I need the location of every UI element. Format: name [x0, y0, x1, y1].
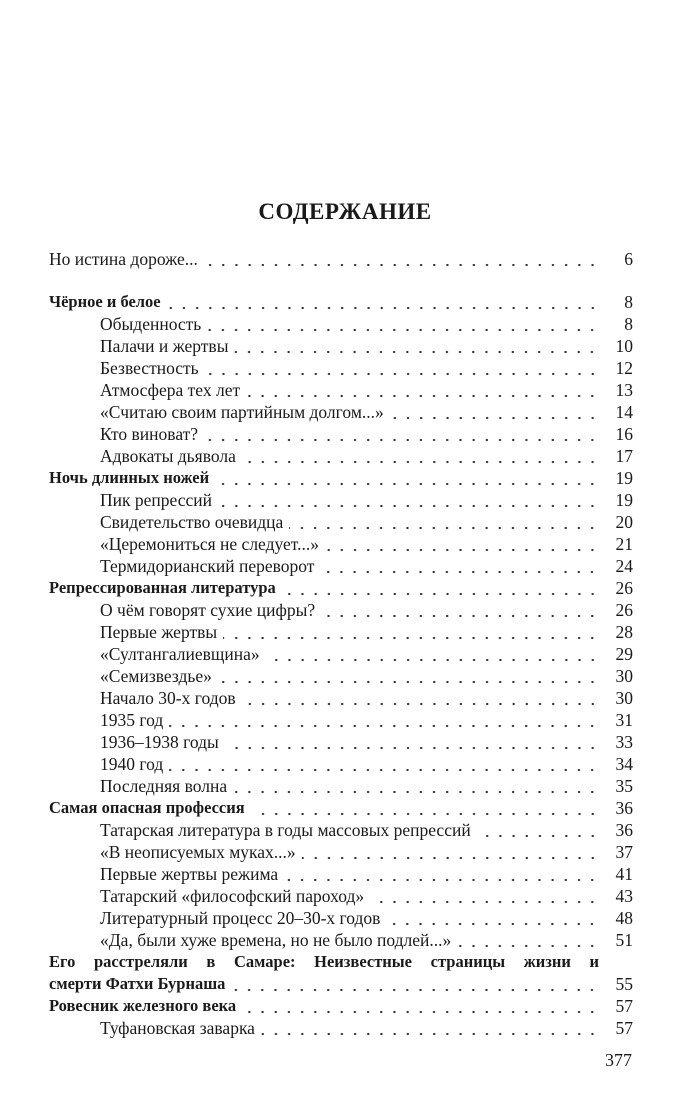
dot-leader: [370, 885, 599, 907]
toc-entry-page: 48: [615, 908, 633, 928]
dot-leader: [204, 248, 599, 270]
dot-leader: [390, 401, 599, 423]
toc-entry-page: 14: [615, 402, 633, 422]
toc-entry-title: Атмосфера тех лет: [100, 380, 241, 400]
toc-entry-title: Чёрное и белое: [49, 292, 161, 311]
toc-entry[interactable]: [49, 467, 633, 489]
dot-leader: [261, 1017, 599, 1039]
toc-entry-title: Кто виноват?: [100, 424, 199, 444]
toc-entry[interactable]: [49, 313, 633, 335]
dot-leader: [302, 841, 599, 863]
toc-entry[interactable]: [49, 731, 633, 753]
toc-entry-title: Начало 30-х годов: [100, 688, 236, 708]
toc-entry-page: 43: [615, 886, 633, 906]
toc-entry-title: О чём говорят сухие цифры?: [100, 600, 316, 620]
dot-leader: [207, 313, 599, 335]
toc-entry-title: «В неописуемых муках...»: [100, 842, 296, 862]
dot-leader: [204, 423, 599, 445]
toc-entry-title: «Считаю своим партийным долгом...»: [100, 402, 384, 422]
toc-entry-page: 10: [615, 336, 633, 356]
toc-entry[interactable]: [49, 973, 633, 995]
toc-entry-page: 20: [615, 512, 633, 532]
toc-entry-title: Татарская литература в годы массовых репрессий: [100, 820, 471, 840]
dot-leader: [320, 555, 599, 577]
toc-entry[interactable]: [49, 775, 633, 797]
toc-entry-title: «Церемониться не следует...»: [100, 534, 319, 554]
toc-entry-title: Ночь длинных ножей: [49, 468, 210, 487]
toc-entry-title: Пик репрессий: [100, 490, 212, 510]
toc-entry-title: Обыденность: [100, 314, 202, 334]
toc-entry-title: Его расстреляли в Самаре: Неизвестные страницы жизни и: [49, 952, 599, 971]
toc-entry-page: 35: [615, 776, 633, 796]
dot-leader: [284, 863, 599, 885]
dot-leader: [169, 709, 599, 731]
toc-entry-title: Первые жертвы: [100, 622, 218, 642]
dot-leader: [386, 907, 599, 929]
toc-entry[interactable]: [49, 357, 633, 379]
toc-entry[interactable]: [49, 445, 633, 467]
toc-entry-page: 17: [615, 446, 633, 466]
toc-entry-line: [49, 951, 633, 973]
page-number: 377: [605, 1050, 632, 1070]
toc-entry[interactable]: [49, 335, 633, 357]
toc-entry-title: Но истина дороже...: [49, 249, 198, 269]
dot-leader: [167, 291, 599, 313]
toc-entry-page: 41: [615, 864, 633, 884]
toc-entry-title: Татарский «философский пароход»: [100, 886, 365, 906]
toc-entry-page: 19: [615, 490, 633, 510]
toc-entry-title: «Семизвездье»: [100, 666, 212, 686]
toc-entry-title: Безвестность: [100, 358, 199, 378]
dot-leader: [251, 797, 599, 819]
dot-leader: [321, 599, 599, 621]
toc-entry-title: Репрессированная литература: [49, 578, 276, 597]
toc-entry-title: Первые жертвы режима: [100, 864, 279, 884]
toc-entry-page: 12: [615, 358, 633, 378]
toc-entry[interactable]: [49, 401, 633, 423]
toc-entry-title: 1940 год: [100, 754, 164, 774]
toc-entry-page: 33: [615, 732, 633, 752]
toc-entry-title: Ровесник железного века: [49, 996, 237, 1015]
toc-entry-title: 1935 год: [100, 710, 164, 730]
toc-entry[interactable]: [49, 489, 633, 511]
toc-entry[interactable]: [49, 819, 633, 841]
toc-entry-page: 8: [624, 314, 633, 334]
toc-entry-title: Свидетельство очевидца: [100, 512, 284, 532]
toc-entry-page: 28: [615, 622, 633, 642]
dot-leader: [218, 489, 599, 511]
dot-leader: [266, 643, 599, 665]
toc-entry-page: 8: [624, 292, 633, 312]
toc-entry[interactable]: [49, 665, 633, 687]
dot-leader: [169, 753, 599, 775]
toc-entry[interactable]: [49, 995, 633, 1017]
toc-entry-page: 34: [615, 754, 633, 774]
toc-entry-page: 19: [615, 468, 633, 488]
dot-leader: [223, 621, 599, 643]
toc-entry-page: 55: [615, 974, 633, 994]
toc-entry-page: 51: [615, 930, 633, 950]
toc-entry-title: смерти Фатхи Бурнаша: [49, 974, 226, 993]
toc-entry-title: Адвокаты дьявола: [100, 446, 236, 466]
table-of-contents: [49, 248, 633, 1039]
toc-entry[interactable]: [49, 1017, 633, 1039]
toc-entry-page: 21: [615, 534, 633, 554]
toc-entry-page: 30: [615, 688, 633, 708]
toc-entry[interactable]: [49, 885, 633, 907]
toc-entry[interactable]: [49, 929, 633, 951]
toc-entry-title: «Да, были хуже времена, но не было подлей...»: [100, 930, 452, 950]
toc-entry-page: 36: [615, 798, 633, 818]
toc-entry-page: 26: [615, 600, 633, 620]
dot-leader: [234, 335, 599, 357]
toc-entry-title: «Султангалиевщина»: [100, 644, 260, 664]
toc-entry-page: 26: [615, 578, 633, 598]
toc-entry-title: Литературный процесс 20–30-х годов: [100, 908, 381, 928]
toc-entry[interactable]: [49, 511, 633, 533]
toc-entry-page: 37: [615, 842, 633, 862]
dot-leader: [282, 577, 599, 599]
toc-entry-title: Туфановская заварка: [100, 1018, 255, 1038]
toc-entry[interactable]: [49, 555, 633, 577]
toc-entry[interactable]: [49, 291, 633, 313]
toc-entry[interactable]: [49, 621, 633, 643]
page-title: СОДЕРЖАНИЕ: [258, 199, 432, 224]
toc-entry-title: Термидорианский переворот: [100, 556, 315, 576]
dot-leader: [242, 995, 599, 1017]
dot-leader: [242, 687, 599, 709]
dot-leader: [477, 819, 599, 841]
toc-entry[interactable]: [49, 841, 633, 863]
toc-entry-page: 6: [624, 249, 633, 269]
toc-entry[interactable]: [49, 248, 633, 270]
toc-entry-title: Последняя волна: [100, 776, 228, 796]
toc-entry-page: 57: [615, 1018, 633, 1038]
toc-entry[interactable]: [49, 643, 633, 665]
toc-entry[interactable]: [49, 423, 633, 445]
dot-leader: [225, 731, 599, 753]
dot-leader: [246, 379, 599, 401]
dot-leader: [205, 357, 599, 379]
toc-entry[interactable]: [49, 907, 633, 929]
toc-entry[interactable]: [49, 797, 633, 819]
toc-entry-page: 29: [615, 644, 633, 664]
toc-entry[interactable]: [49, 577, 633, 599]
toc-entry-page: 57: [615, 996, 633, 1016]
toc-entry[interactable]: [49, 533, 633, 555]
dot-leader: [233, 775, 599, 797]
section-gap: [49, 270, 633, 291]
dot-leader: [242, 445, 599, 467]
toc-entry-page: 30: [615, 666, 633, 686]
dot-leader: [457, 929, 599, 951]
toc-entry-title: Самая опасная профессия: [49, 798, 245, 817]
toc-entry[interactable]: [49, 379, 633, 401]
toc-entry-page: 13: [615, 380, 633, 400]
toc-entry[interactable]: [49, 687, 633, 709]
dot-leader: [231, 973, 599, 995]
dot-leader: [325, 533, 599, 555]
toc-entry-title: Палачи и жертвы: [100, 336, 229, 356]
toc-entry-page: 24: [615, 556, 633, 576]
dot-leader: [289, 511, 599, 533]
dot-leader: [218, 665, 599, 687]
toc-entry[interactable]: [49, 709, 633, 731]
toc-entry-page: 16: [615, 424, 633, 444]
toc-entry-page: 36: [615, 820, 633, 840]
toc-entry[interactable]: [49, 753, 633, 775]
toc-entry-page: 31: [615, 710, 633, 730]
toc-entry[interactable]: [49, 599, 633, 621]
toc-entry-title: 1936–1938 годы: [100, 732, 219, 752]
toc-entry[interactable]: [49, 863, 633, 885]
dot-leader: [215, 467, 599, 489]
